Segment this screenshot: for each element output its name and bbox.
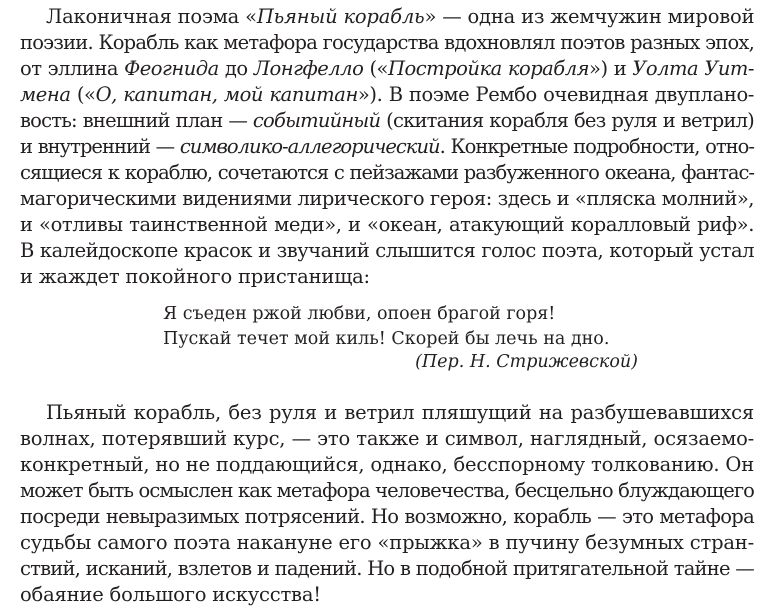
paragraph-1-line-7: сящиеся к кораблю, сочетаются с пейзажами разбуженного океана, фантас- [20,161,754,184]
paragraph-1-line-3: от эллина Феогнида до Лонгфелло («Постройка корабля») и Уолта Уит- [20,57,754,80]
paragraph-2-line-5: посреди невыразимых потрясений. Но возможно, корабль — это метафора [20,505,754,528]
paragraph-2-line-8: обаяние большого искусства! [20,583,321,606]
paragraph-2-line-2: волнах, потерявший курс, — это также и символ, наглядный, осязаемо- [20,427,754,450]
paragraph-2-line-6: судьбы самого поэта накануне его «прыжка» в пучину безумных стран- [20,531,754,554]
verse-line-2: Пускай течет мой киль! Скорей бы лечь на дно. [163,329,610,349]
paragraph-1-line-4: мена («О, капитан, мой капитан»). В поэме Рембо очевидная двуплано- [20,83,754,106]
paragraph-2-line-1: Пьяный корабль, без руля и ветрил пляшущий на разбушевавшихся [46,401,754,424]
verse-attribution: (Пер. Н. Стрижевской) [415,352,638,372]
paragraph-1-line-2: поэзии. Корабль как метафора государства вдохновлял поэтов разных эпох, [20,31,754,54]
paragraph-2-line-3: конкретный, но не поддающийся, однако, бесспорному толкованию. Он [20,453,755,476]
verse-line-1: Я съеден ржой любви, опоен брагой горя! [163,304,556,324]
paragraph-1-line-6: и внутренний — символико-аллегорический. Конкретные подробности, отно- [20,135,754,158]
paragraph-1-line-11: и жаждет покойного пристанища: [20,265,370,288]
paragraph-1-line-1: Лаконичная поэма «Пьяный корабль» — одна из жемчужин мировой [46,5,755,28]
paragraph-1-line-5: вость: внешний план — событийный (скитания корабля без руля и ветрил) [20,109,754,132]
paragraph-1-line-10: В калейдоскопе красок и звучаний слышится голос поэта, который устал [20,239,754,262]
paragraph-2-line-4: может быть осмыслен как метафора человечества, бесцельно блуждающего [20,479,754,502]
paragraph-1-line-8: магорическими видениями лирического героя: здесь и «пляска молний», [20,187,754,210]
paragraph-1-line-9: и «отливы таинственной меди», и «океан, атакующий коралловый риф». [20,213,754,236]
paragraph-2-line-7: ствий, исканий, взлетов и падений. Но в подобной притягательной тайне — [20,557,754,580]
